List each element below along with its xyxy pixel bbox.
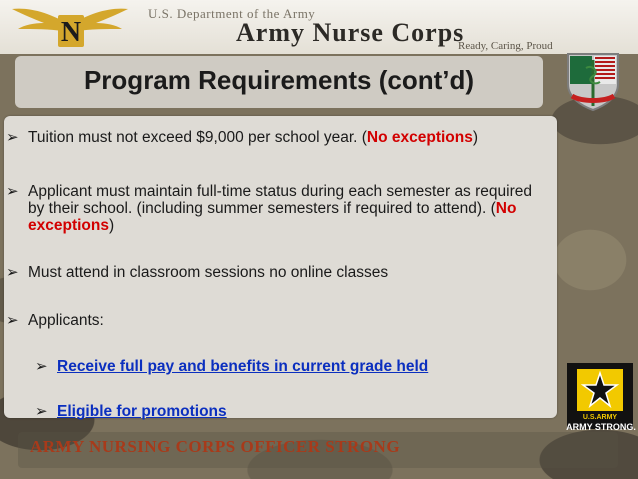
list-item-text-suffix: ) (472, 129, 479, 146)
regimental-crest-icon (562, 50, 624, 112)
list-item-text: Tuition must not exceed $9,000 per school year. ( (28, 129, 367, 146)
list-item-text-suffix: ) (108, 217, 115, 234)
list-item (6, 129, 526, 146)
content-box (4, 116, 557, 418)
sub-list-item-link[interactable]: Eligible for promotions (57, 403, 227, 420)
nurse-corps-logo-icon (10, 3, 130, 53)
svg-text:U.S.ARMY: U.S.ARMY (582, 414, 618, 421)
list-item-text: Must attend in classroom sessions no online classes (28, 264, 389, 281)
list-item (6, 312, 536, 329)
army-star-icon (567, 363, 633, 429)
army-strong-label: ARMY STRONG. (566, 422, 636, 432)
list-item (6, 264, 536, 281)
sub-list-item-link[interactable]: Receive full pay and benefits in current grade held (57, 358, 429, 375)
bullet-arrow-icon: ➢ (6, 129, 19, 146)
bullet-arrow-icon: ➢ (6, 183, 19, 200)
no-exceptions-highlight: No exceptions (366, 129, 473, 146)
sub-list-item (35, 403, 535, 420)
bullet-arrow-icon: ➢ (35, 358, 48, 375)
list-item-text: Applicants: (28, 312, 104, 329)
bullet-arrow-icon: ➢ (35, 403, 48, 420)
corps-title: Army Nurse Corps (236, 18, 465, 47)
bullet-arrow-icon: ➢ (6, 264, 19, 281)
dept-label: U.S. Department of the Army (148, 6, 316, 21)
svg-text:N: N (60, 17, 82, 48)
motto-label: Ready, Caring, Proud (458, 40, 553, 52)
footer-slogan: ARMY NURSING CORPS OFFICER STRONG (30, 437, 401, 456)
title-bar (15, 56, 543, 108)
list-item-text: Applicant must maintain full-time status during each semester as required by their school. (including summer semesters if required to attend). ( (28, 183, 532, 217)
sub-list-item (35, 358, 535, 375)
no-exceptions-highlight: No exceptions (28, 200, 517, 234)
list-item (6, 183, 536, 234)
slide-title: Program Requirements (cont’d) (83, 65, 475, 95)
header-banner (0, 0, 638, 54)
bullet-arrow-icon: ➢ (6, 312, 19, 329)
